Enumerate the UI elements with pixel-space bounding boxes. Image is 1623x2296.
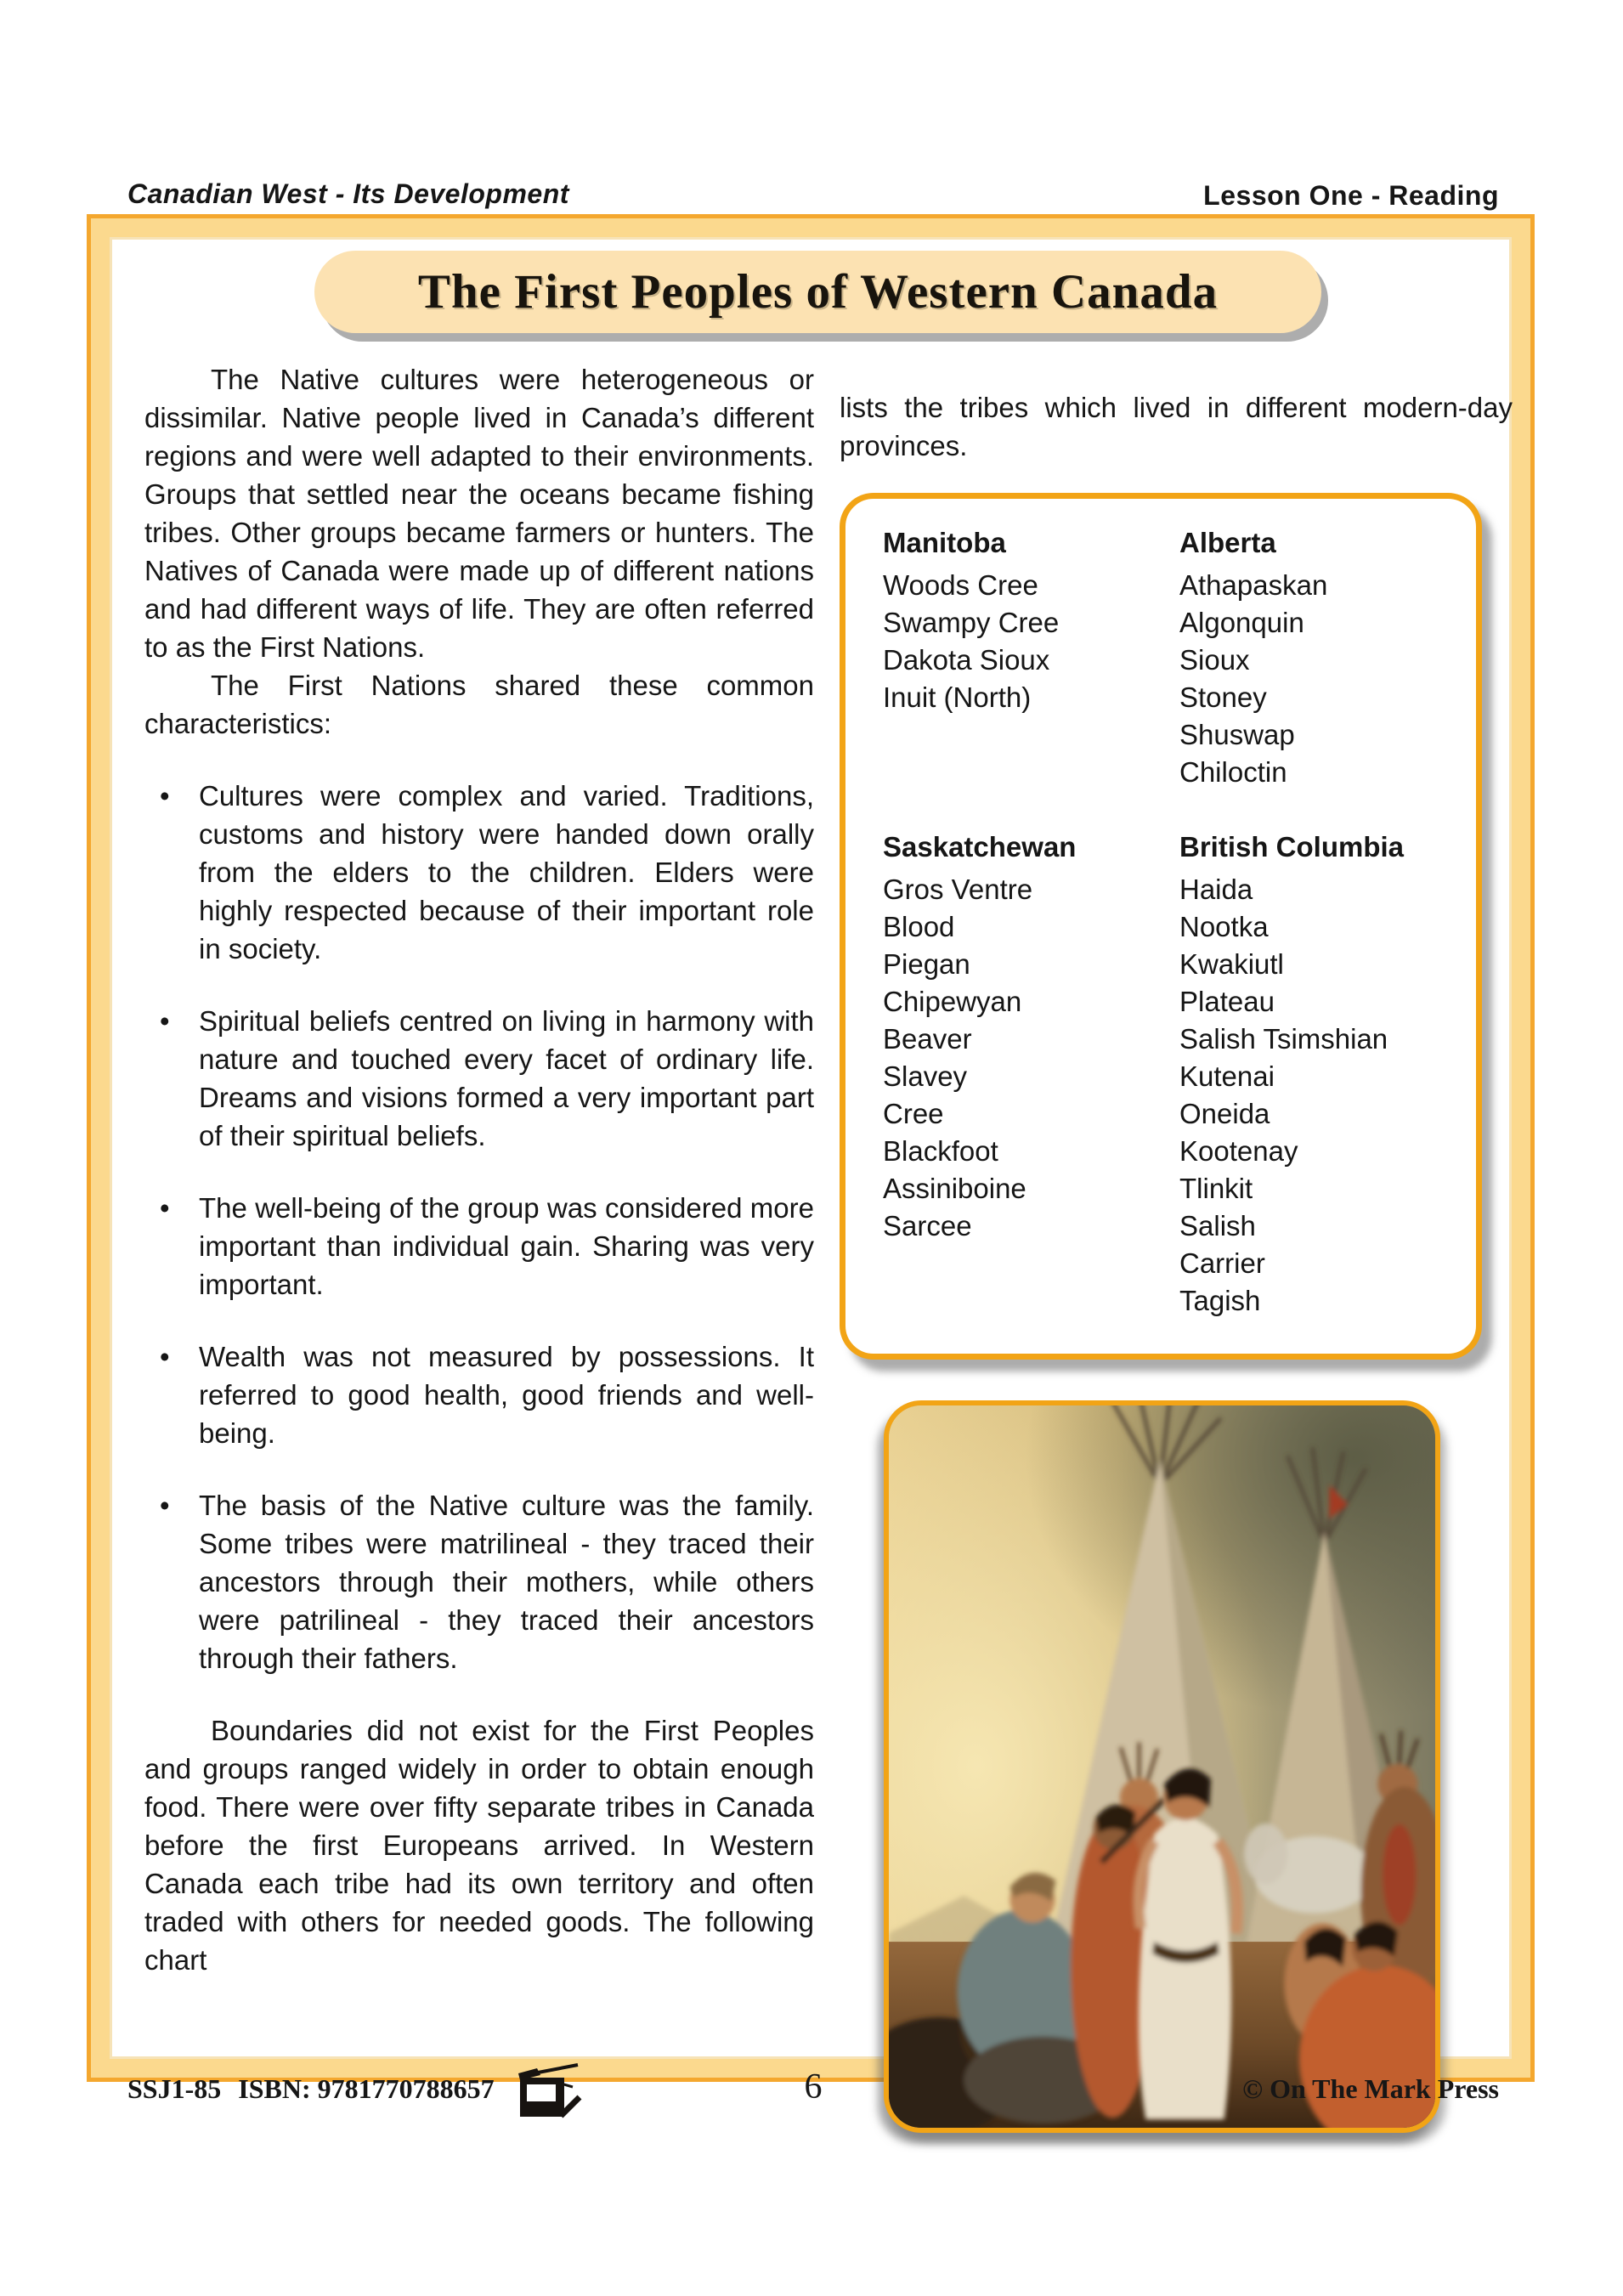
tribe-name: Swampy Cree [883, 607, 1060, 638]
painting-illustration [889, 1405, 1435, 2128]
tribe-name: Kootenay [1179, 1135, 1298, 1167]
list-item: • Spiritual beliefs centred on living in harmony with nature and touched every facet of ordinary life. Dreams and visions formed a very important part of their spiritual beliefs. [144, 1002, 814, 1155]
footer-left [127, 2073, 585, 2129]
page-frame [91, 218, 1530, 2078]
tribe-name: Shuswap [1179, 719, 1295, 750]
list-item: • The basis of the Native culture was the family. Some tribes were matrilineal - they traced their ancestors through their mothers, while others were patrilineal - they traced their ancestors through their fathers. [144, 1486, 814, 1677]
right-lead-paragraph: lists the tribes which lived in different modern-day provinces. [840, 392, 1513, 461]
page-footer [127, 2065, 1499, 2141]
tribe-name: Algonquin [1179, 607, 1304, 638]
characteristics-lead: The First Nations shared these common characteristics: [144, 670, 814, 739]
tribe-name: Carrier [1179, 1247, 1265, 1279]
list-item: • Cultures were complex and varied. Traditions, customs and history were handed down orally from the elders to the children. Elders were highly respected because of their important role in society. [144, 777, 814, 968]
characteristics-list [144, 777, 814, 1677]
tribe-name: Chipewyan [883, 986, 1022, 1017]
province-name: Manitoba [883, 527, 1006, 558]
tribe-name: Salish Tsimshian [1179, 1023, 1388, 1055]
list-item: • Wealth was not measured by possessions. It referred to good health, good friends and well-being. [144, 1337, 814, 1452]
tribe-name: Dakota Sioux [883, 644, 1050, 676]
tribe-name: Slavey [883, 1060, 968, 1092]
tribe-name: Tlinkit [1179, 1173, 1253, 1204]
tribe-name: Kutenai [1179, 1060, 1275, 1092]
province-group-alberta [1179, 524, 1467, 791]
tribe-name: Piegan [883, 948, 970, 980]
tribe-name: Blood [883, 911, 955, 942]
province-name: Alberta [1179, 527, 1276, 558]
page-number: 6 [804, 2067, 823, 2107]
tribe-name: Beaver [883, 1023, 972, 1055]
tribe-name: Haida [1179, 874, 1253, 905]
publisher-logo-icon [512, 2063, 585, 2129]
tribes-chart [840, 493, 1482, 1360]
tribe-name: Tagish [1179, 1285, 1261, 1316]
tribe-name: Kwakiutl [1179, 948, 1284, 980]
tribe-name: Inuit (North) [883, 681, 1032, 713]
tribe-name: Sarcee [883, 1210, 972, 1241]
isbn-label: ISBN: 9781770788657 [238, 2073, 495, 2104]
tribe-name: Woods Cree [883, 569, 1038, 601]
page-title: The First Peoples of Western Canada [417, 265, 1219, 319]
list-item: • The well-being of the group was considered more important than individual gain. Sharing was very important. [144, 1189, 814, 1304]
tribe-name: Chiloctin [1179, 756, 1287, 788]
tribe-name: Assiniboine [883, 1173, 1026, 1204]
tribe-name: Stoney [1179, 681, 1267, 713]
province-group-british-columbia [1179, 828, 1467, 1320]
tribe-name: Sioux [1179, 644, 1250, 676]
tribe-name: Salish [1179, 1210, 1256, 1241]
province-name: Saskatchewan [883, 831, 1077, 862]
page-title-banner [314, 251, 1321, 333]
tribe-name: Blackfoot [883, 1135, 998, 1167]
first-peoples-camp-painting [884, 1400, 1440, 2133]
tribe-name: Athapaskan [1179, 569, 1328, 601]
intro-paragraph: The Native cultures were heterogeneous or dissimilar. Native people lived in Canada’s different regions and were well adapted to their environments. Groups that settled near the oceans became fishing tribes. Other groups became farmers or hunters. The Natives of Canada were made up of different nations and had different ways of life. They are often referred to as the First Nations. [144, 364, 814, 663]
province-group-saskatchewan [883, 828, 1171, 1320]
tribe-name: Plateau [1179, 986, 1275, 1017]
province-group-manitoba [883, 524, 1171, 791]
right-column [840, 360, 1513, 2133]
tribe-name: Cree [883, 1098, 944, 1129]
left-column [144, 360, 814, 1979]
lesson-header: Lesson One - Reading [1203, 180, 1499, 211]
book-title-header: Canadian West - Its Development [127, 178, 569, 209]
tribe-name: Nootka [1179, 911, 1269, 942]
province-name: British Columbia [1179, 831, 1405, 862]
copyright: © On The Mark Press [1242, 2073, 1499, 2104]
product-code: SSJ1-85 [127, 2073, 222, 2104]
closing-paragraph: Boundaries did not exist for the First Peoples and groups ranged widely in order to obtain enough food. There were over fifty separate tribes in Canada before the first Europeans arrived. In Western Canada each tribe had its own territory and often traded with others for needed goods. The following chart [144, 1715, 814, 1976]
tribe-name: Gros Ventre [883, 874, 1033, 905]
tribe-name: Oneida [1179, 1098, 1270, 1129]
